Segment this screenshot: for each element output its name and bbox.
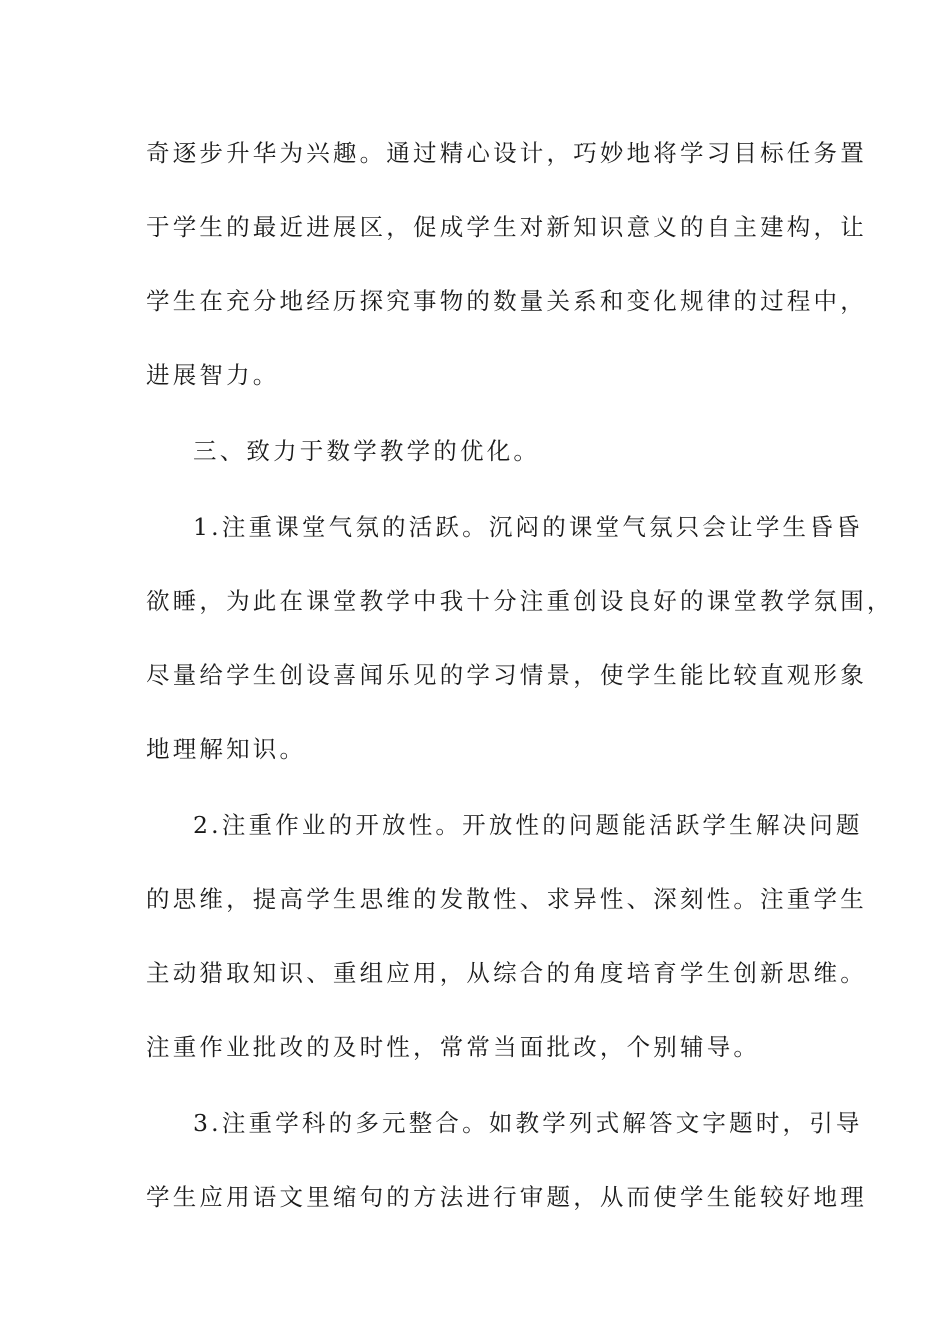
text-line: 主动猎取知识、重组应用，从综合的角度培育学生创新思维。 bbox=[146, 959, 867, 987]
text-line: 进展智力。 bbox=[146, 361, 280, 389]
paragraph-first-line: 3.注重学科的多元整合。如教学列式解答文字题时，引导 bbox=[193, 1109, 863, 1137]
text-line: 学生在充分地经历探究事物的数量关系和变化规律的过程中， bbox=[146, 287, 867, 315]
text-line: 地理解知识。 bbox=[146, 735, 307, 763]
text-line: 注重作业批改的及时性，常常当面批改，个别辅导。 bbox=[146, 1033, 761, 1061]
paragraph-first-line: 1.注重课堂气氛的活跃。沉闷的课堂气氛只会让学生昏昏 bbox=[193, 513, 863, 541]
text-line: 的思维，提高学生思维的发散性、求异性、深刻性。注重学生 bbox=[146, 885, 867, 913]
text-line: 欲睡，为此在课堂教学中我十分注重创设良好的课堂教学氛围， bbox=[146, 587, 894, 615]
text-line: 学生应用语文里缩句的方法进行审题，从而使学生能较好地理 bbox=[146, 1183, 867, 1211]
paragraph-first-line: 2.注重作业的开放性。开放性的问题能活跃学生解决问题 bbox=[193, 811, 863, 839]
section-heading: 三、致力于数学教学的优化。 bbox=[193, 437, 541, 465]
text-line: 尽量给学生创设喜闻乐见的学习情景，使学生能比较直观形象 bbox=[146, 661, 867, 689]
text-line: 奇逐步升华为兴趣。通过精心设计，巧妙地将学习目标任务置 bbox=[146, 139, 867, 167]
text-line: 于学生的最近进展区，促成学生对新知识意义的自主建构，让 bbox=[146, 213, 867, 241]
